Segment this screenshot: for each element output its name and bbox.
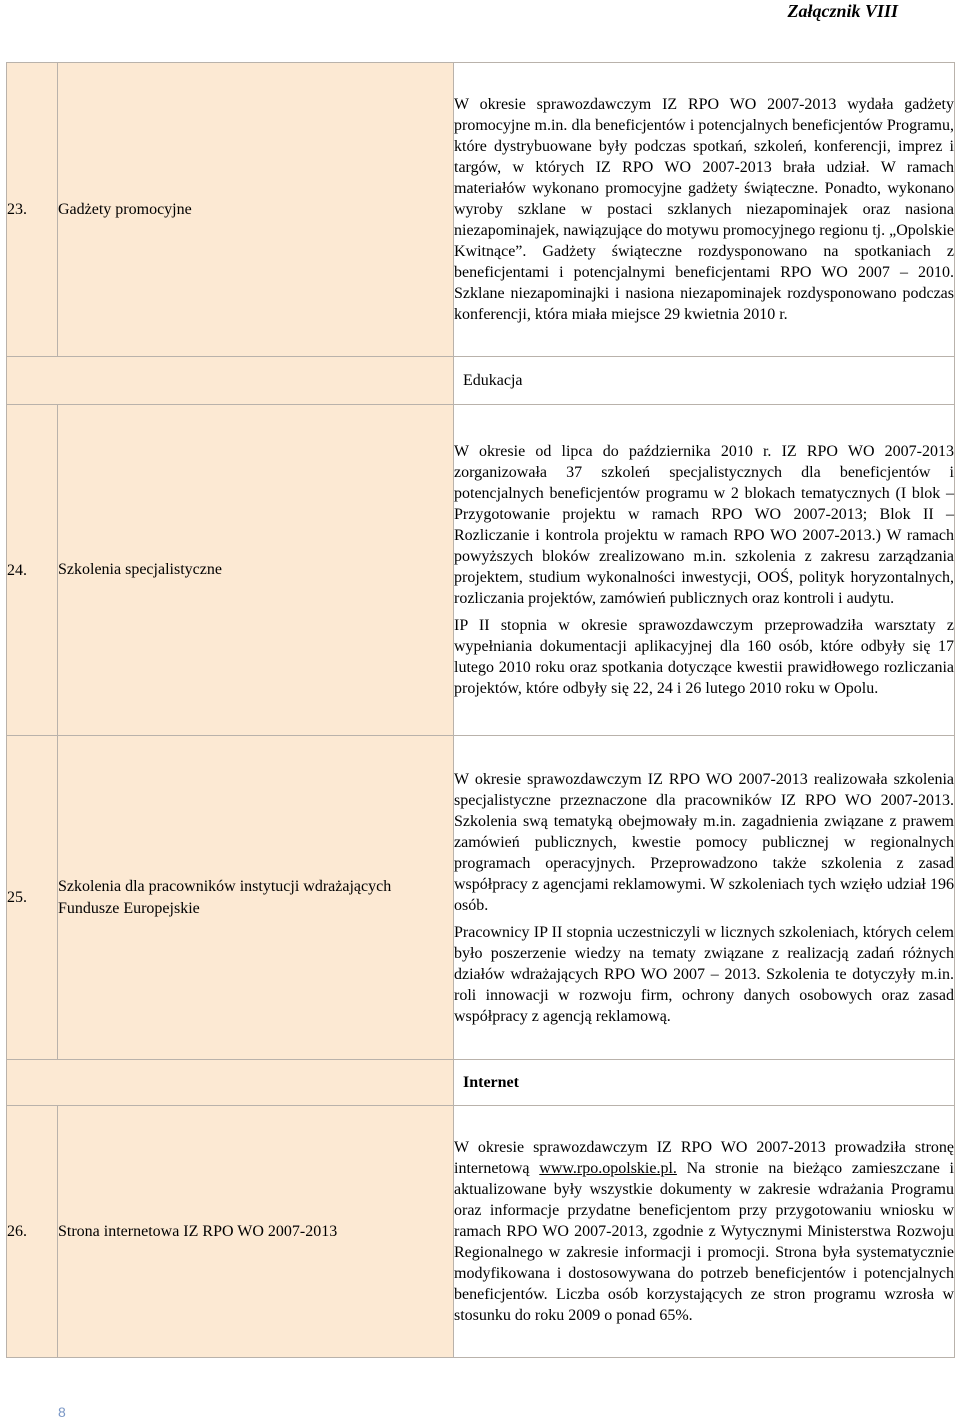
measures-table: [6, 62, 955, 1358]
annex-title: Załącznik VIII: [787, 1, 898, 21]
row-number: 23.: [7, 201, 27, 218]
row-description-cell: [454, 405, 955, 736]
row-number: 24.: [7, 561, 27, 579]
page-number: 8: [58, 1404, 66, 1420]
website-link[interactable]: www.rpo.opolskie.pl.: [539, 1160, 677, 1177]
section-title-internet: Internet: [463, 1074, 519, 1091]
description-paragraph: IP II stopnia w okresie sprawozdawczym przeprowadziła warsztaty z wypełniania dokumentacji aplikacyjnej dla 160 osób, które odbyły się 17 lutego 2010 roku oraz spotkania dotyczące kwestii prawidłowego rozliczania projektów, które odbyły się 22, 24 i 26 lutego 2010 roku w Opolu.: [454, 617, 954, 697]
table-row: [7, 736, 955, 1060]
table-row: [7, 63, 955, 357]
description-paragraph: W okresie sprawozdawczym IZ RPO WO 2007-2013 realizowała szkolenia specjalistyczne przeznaczone dla pracowników IZ RPO WO 2007-2013. Szkolenia swą tematyką obejmowały m.in. zagadnienia związane z prawem zamówień publicznych, kwestie pomocy publicznej w regionalnych programach operacyjnych. Przeprowadzono także szkolenia z zasad współpracy z agencjami reklamowymi. W szkoleniach tych wzięło udział 196 osób.: [454, 770, 954, 914]
row-number-cell: [7, 736, 58, 1060]
description-paragraph: W okresie sprawozdawczym IZ RPO WO 2007-2013 wydała gadżety promocyjne m.in. dla beneficjentów i potencjalnych beneficjentów Programu, które dystrybuowane były podczas spotkań, szkoleń, konferencji, imprez i targów, w których IZ RPO WO 2007-2013 brała udział. W ramach materiałów wykonano promocyjne gadżety świąteczne. Ponadto, wykonano wyroby szklane w postaci szklanych niezapominajek oraz nasiona niezapominajek, nawiązujące do motywu promocyjnego regionu tj. „Opolskie Kwitnące”. Gadżety świąteczne rozdysponowano na spotkaniach z beneficjentami i potencjalnymi beneficjentami RPO WO 2007 – 2010. Szklane niezapominajki i nasiona niezapominajek rozdysponowano podczas konferencji, która miała miejsce 29 kwietnia 2010 r.: [454, 96, 954, 323]
description-paragraph: Pracownicy IP II stopnia uczestniczyli w licznych szkoleniach, których celem było poszerzenie wiedzy na tematy związane z realizacją zadań różnych działów wdrażających RPO WO 2007 – 2013. Szkolenia te dotyczyły m.in. roli innowacji w rozwoju firm, ochrony danych osobowych oraz zasad współpracy z agencją reklamową.: [454, 923, 954, 1025]
table-row: [7, 405, 955, 736]
description-text: W okresie sprawozdawczym IZ RPO WO 2007-2013 prowadziła stronę internetową: [454, 1139, 954, 1177]
section-title-education: Edukacja: [463, 372, 523, 389]
row-number-cell: [7, 1106, 58, 1358]
row-description-cell: [454, 63, 955, 357]
section-title-cell: [454, 357, 955, 405]
section-row-internet: [7, 1060, 955, 1106]
row-name: Strona internetowa IZ RPO WO 2007-2013: [58, 1222, 338, 1240]
row-name-cell: [58, 736, 454, 1060]
row-name-cell: [58, 63, 454, 357]
row-description-cell: [454, 1106, 955, 1358]
section-spacer: [7, 357, 454, 405]
section-row-education: [7, 357, 955, 405]
table-row: [7, 1106, 955, 1358]
description-paragraph: W okresie od lipca do października 2010 r. IZ RPO WO 2007-2013 zorganizowała 37 szkoleń specjalistycznych dla beneficjentów i potencjalnych beneficjentów programu w 2 blokach tematycznych (I blok – Przygotowanie projektu w ramach RPO WO 2007-2013; Blok II – Rozliczanie i kontrola projektu w ramach RPO WO 2007-2013.) W ramach powyższych bloków zrealizowano m.in. szkolenia z zakresu zarządzania projektem, studium wykonalności inwestycji, OOŚ, polityk horyzontalnych, rozliczania projektów, zamówień publicznych oraz kontroli i audytu.: [454, 443, 954, 607]
section-title-cell: [454, 1060, 955, 1106]
row-number-cell: [7, 63, 58, 357]
row-name: Szkolenia dla pracowników instytucji wdrażających Fundusze Europejskie: [58, 877, 392, 917]
row-description-cell: [454, 736, 955, 1060]
row-number-cell: [7, 405, 58, 736]
row-name-cell: [58, 1106, 454, 1358]
row-number: 26.: [7, 1223, 27, 1240]
row-name: Szkolenia specjalistyczne: [58, 561, 222, 578]
row-number: 25.: [7, 889, 27, 906]
description-text: Na stronie na bieżąco zamieszczane i aktualizowane były wszystkie dokumenty w zakresie wdrażania Programu oraz informacje przydatne beneficjentom przy przygotowaniu wniosku w ramach RPO WO 2007-2013, zgodnie z Wytycznymi Ministerstwa Rozwoju Regionalnego w zakresie informacji i promocji. Strona była systematycznie modyfikowana i dostosowywana do potrzeb beneficjentów i potencjalnych beneficjentów. Liczba osób korzystających ze stron programu wzrosła w stosunku do roku 2009 o ponad 65%.: [454, 1160, 955, 1324]
description-paragraph: [454, 1137, 954, 1326]
row-name-cell: [58, 405, 454, 736]
row-name: Gadżety promocyjne: [58, 200, 192, 218]
section-spacer: [7, 1060, 454, 1106]
